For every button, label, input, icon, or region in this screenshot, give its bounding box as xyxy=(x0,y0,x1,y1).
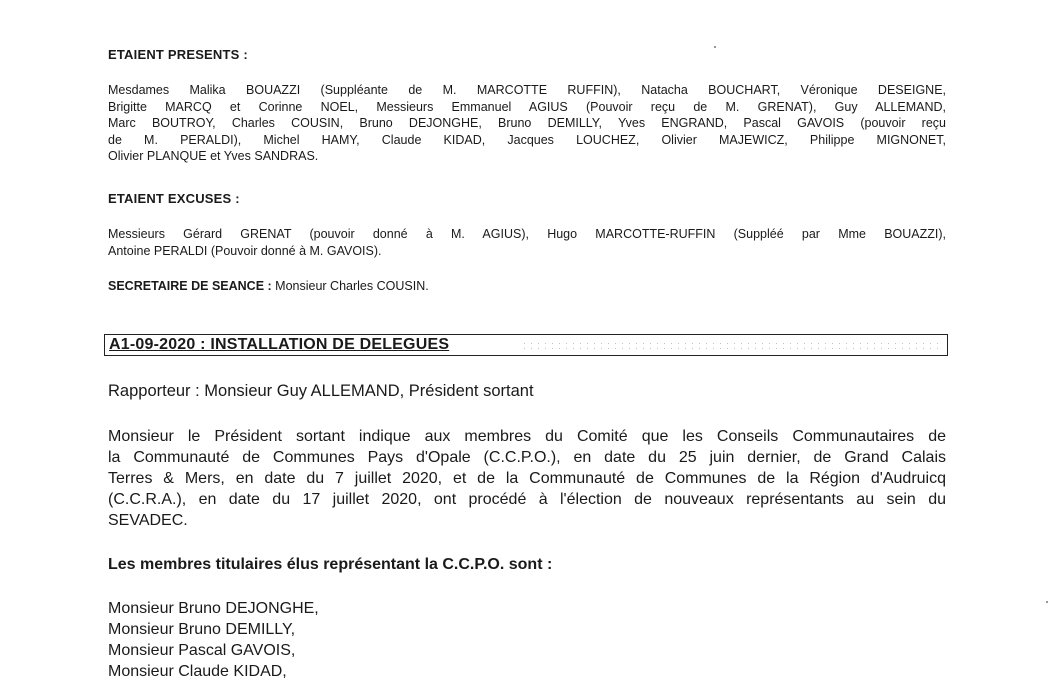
section-title: A1-09-2020 : INSTALLATION DE DELEGUES xyxy=(109,336,450,353)
member-item: Monsieur Bruno DEJONGHE, xyxy=(108,600,319,617)
section-title-box xyxy=(104,334,948,356)
presents-paragraph xyxy=(108,82,946,165)
scan-noise xyxy=(521,341,941,351)
secretary-line xyxy=(108,279,429,293)
members-list xyxy=(108,598,319,682)
presents-line: Brigitte MARCQ et Corinne NOEL, Messieurs Emmanuel AGIUS (Pouvoir reçu de M. GRENAT), Guy ALLEMAND, xyxy=(108,99,946,114)
body-line: (C.C.R.A.), en date du 17 juillet 2020, ont procédé à l'élection de nouveaux représentants au sein du xyxy=(108,491,946,508)
excuses-heading: ETAIENT EXCUSES : xyxy=(108,191,240,206)
presents-heading: ETAIENT PRESENTS : xyxy=(108,47,248,62)
presents-line: Olivier PLANQUE et Yves SANDRAS. xyxy=(108,149,319,163)
secretary-label: SECRETAIRE DE SEANCE : xyxy=(108,279,272,293)
presents-line: de M. PERALDI), Michel HAMY, Claude KIDAD, Jacques LOUCHEZ, Olivier MAJEWICZ, Philippe MIGNONET, xyxy=(108,132,946,147)
scan-speck xyxy=(1046,601,1048,603)
member-item: Monsieur Pascal GAVOIS, xyxy=(108,642,296,659)
body-line: la Communauté de Communes Pays d'Opale (C.C.P.O.), en date du 25 juin dernier, de Grand Calais xyxy=(108,449,946,466)
body-line: Terres & Mers, en date du 7 juillet 2020, et de la Communauté de Communes de la Région d'Audruicq xyxy=(108,470,946,487)
secretary-value: Monsieur Charles COUSIN. xyxy=(275,279,429,293)
presents-line: Marc BOUTROY, Charles COUSIN, Bruno DEJONGHE, Bruno DEMILLY, Yves ENGRAND, Pascal GAVOIS (pouvoir reçu xyxy=(108,116,946,130)
member-item: Monsieur Claude KIDAD, xyxy=(108,663,287,680)
excuses-line: Antoine PERALDI (Pouvoir donné à M. GAVOIS). xyxy=(108,243,382,258)
excuses-paragraph xyxy=(108,226,946,259)
body-line: Monsieur le Président sortant indique aux membres du Comité que les Conseils Communautaires de xyxy=(108,428,946,445)
members-title: Les membres titulaires élus représentant la C.C.P.O. sont : xyxy=(108,556,553,573)
scan-speck xyxy=(714,46,716,48)
rapporteur-line: Rapporteur : Monsieur Guy ALLEMAND, Président sortant xyxy=(108,382,534,400)
body-line: SEVADEC. xyxy=(108,512,188,529)
presents-line: Mesdames Malika BOUAZZI (Suppléante de M. MARCOTTE RUFFIN), Natacha BOUCHART, Véronique DESEIGNE, xyxy=(108,83,946,97)
excuses-line: Messieurs Gérard GRENAT (pouvoir donné à M. AGIUS), Hugo MARCOTTE-RUFFIN (Suppléé par Mme BOUAZZI), xyxy=(108,227,946,241)
member-item: Monsieur Bruno DEMILLY, xyxy=(108,621,296,638)
body-paragraph xyxy=(108,426,946,531)
